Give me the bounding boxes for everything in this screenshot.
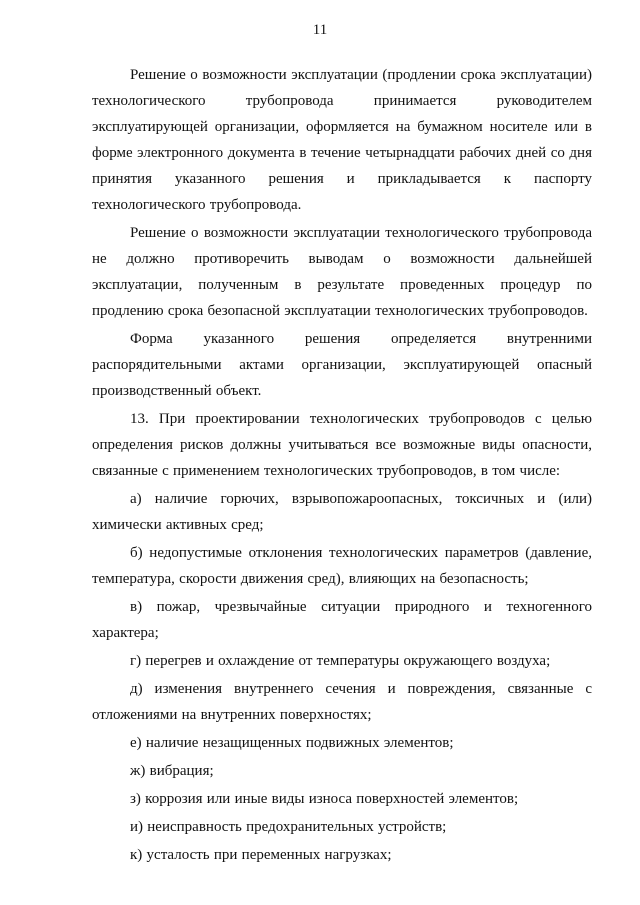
list-item-i: и) неисправность предохранительных устройств; [130, 819, 447, 835]
list-item-b: б) недопустимые отклонения технологических параметров (давление, температура, скорости движения сред), влияющих на безопасность; [92, 545, 592, 587]
list-item-e: е) наличие незащищенных подвижных элементов; [130, 735, 454, 751]
list-item-zh: ж) вибрация; [130, 763, 214, 779]
list-item-z: з) коррозия или иные виды износа поверхностей элементов; [130, 791, 519, 807]
list-item-v: в) пожар, чрезвычайные ситуации природного и техногенного характера; [92, 599, 592, 641]
list-item-a: а) наличие горючих, взрывопожароопасных, токсичных и (или) химически активных сред; [92, 491, 592, 533]
document-body [92, 62, 592, 870]
list-item-k: к) усталость при переменных нагрузках; [130, 847, 392, 863]
paragraph-decision-operation: Решение о возможности эксплуатации (продлении срока эксплуатации) технологического трубопровода принимается руководителем эксплуатирующей организации, оформляется на бумажном носителе или в форме электронного документа в течение четырнадцати рабочих дней со дня принятия указанного решения и прикладывается к паспорту технологического трубопровода. [92, 67, 592, 213]
paragraph-decision-not-contradict: Решение о возможности эксплуатации технологического трубопровода не должно противоречить выводам о возможности дальнейшей эксплуатации, полученным в результате проведенных процедур по продлению срока безопасной эксплуатации технологических трубопроводов. [92, 225, 592, 319]
paragraph-item-13: 13. При проектировании технологических трубопроводов с целью определения рисков должны учитываться все возможные виды опасности, связанные с применением технологических трубопроводов, в том числе: [92, 411, 592, 479]
list-item-d: д) изменения внутреннего сечения и повреждения, связанные с отложениями на внутренних поверхностях; [92, 681, 592, 723]
list-item-g: г) перегрев и охлаждение от температуры окружающего воздуха; [130, 653, 551, 669]
paragraph-decision-form: Форма указанного решения определяется внутренними распорядительными актами организации, эксплуатирующей опасный производственный объект. [92, 331, 592, 399]
page-number: 11 [312, 22, 328, 38]
